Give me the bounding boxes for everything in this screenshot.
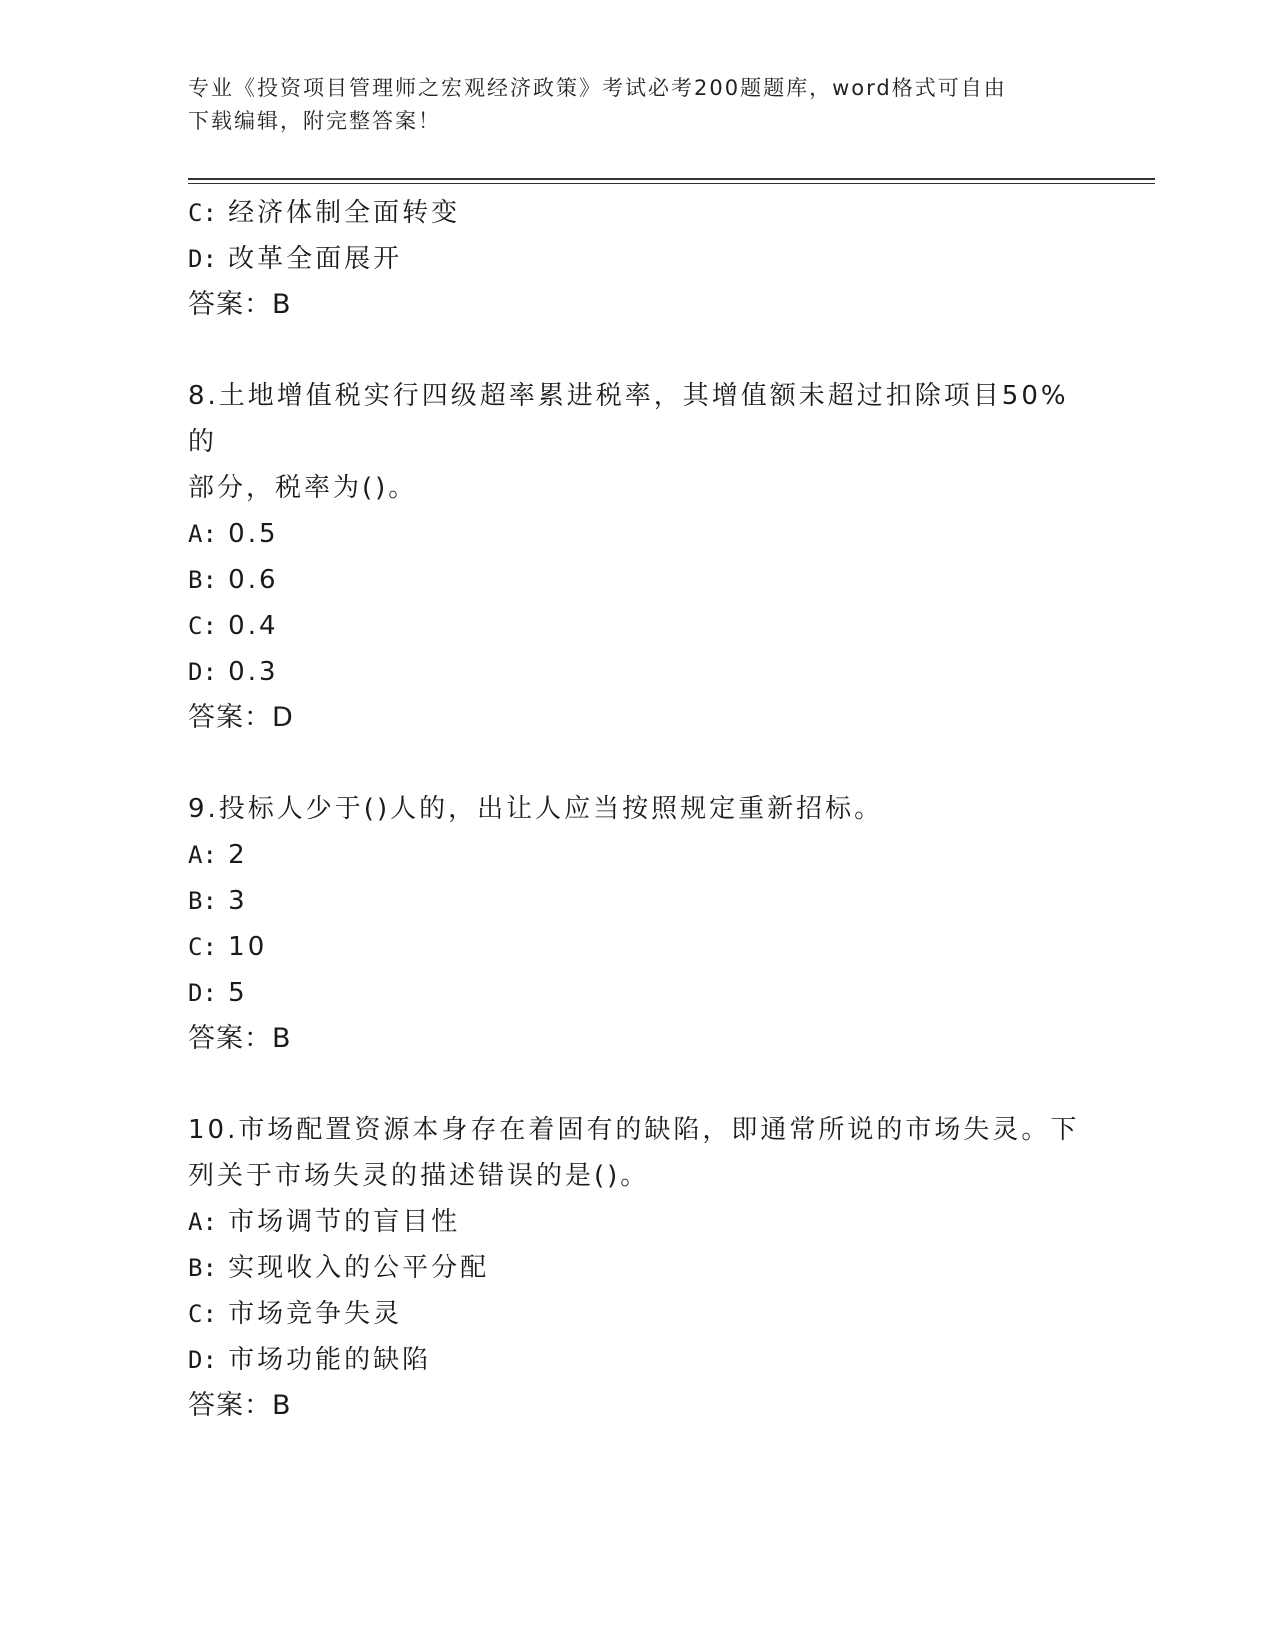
document-body — [188, 190, 1088, 1429]
option-a — [188, 511, 1088, 557]
question-title-line-2: 列关于市场失灵的描述错误的是()。 — [188, 1161, 650, 1191]
answer-line: 答案：B — [188, 289, 292, 320]
option-label: B: — [188, 566, 217, 594]
option-text: 0.4 — [228, 611, 279, 641]
option-label: A: — [188, 520, 217, 548]
answer-line: 答案：B — [188, 1023, 292, 1054]
option-c — [188, 1291, 1088, 1337]
option-label: C: — [188, 199, 217, 227]
question-title-line-1: 9.投标人少于()人的，出让人应当按照规定重新招标。 — [188, 794, 884, 824]
option-label: C: — [188, 1300, 217, 1328]
option-text: 0.3 — [228, 657, 279, 687]
spacer — [188, 1062, 1088, 1107]
option-text: 3 — [228, 886, 248, 916]
option-b — [188, 878, 1088, 924]
option-a — [188, 832, 1088, 878]
option-text: 经济体制全面转变 — [228, 198, 461, 228]
question-10 — [188, 1107, 1088, 1429]
option-c — [188, 190, 1088, 236]
option-text: 0.5 — [228, 519, 279, 549]
option-b — [188, 557, 1088, 603]
option-label: B: — [188, 1254, 217, 1282]
question-7-continuation — [188, 190, 1088, 328]
option-text: 10 — [228, 932, 268, 962]
header-line-2: 下载编辑，附完整答案！ — [188, 109, 441, 133]
document-header — [188, 72, 1088, 138]
option-label: C: — [188, 933, 217, 961]
option-label: A: — [188, 1208, 217, 1236]
header-divider-thin — [188, 183, 1155, 184]
option-d — [188, 236, 1088, 282]
option-label: D: — [188, 245, 217, 273]
option-b — [188, 1245, 1088, 1291]
question-9 — [188, 786, 1088, 1062]
question-title-line-2: 部分，税率为()。 — [188, 473, 418, 503]
option-text: 0.6 — [228, 565, 279, 595]
answer-line: 答案：B — [188, 1390, 292, 1421]
option-label: B: — [188, 887, 217, 915]
option-d — [188, 1337, 1088, 1383]
option-label: D: — [188, 979, 217, 1007]
header-divider-thick — [188, 178, 1155, 180]
option-text: 市场功能的缺陷 — [228, 1345, 432, 1375]
option-text: 实现收入的公平分配 — [228, 1253, 490, 1283]
spacer — [188, 741, 1088, 786]
question-title-line-1: 8.土地增值税实行四级超率累进税率，其增值额未超过扣除项目50%的 — [188, 381, 1069, 457]
option-label: D: — [188, 658, 217, 686]
option-c — [188, 924, 1088, 970]
option-a — [188, 1199, 1088, 1245]
option-label: D: — [188, 1346, 217, 1374]
question-8 — [188, 373, 1088, 741]
option-d — [188, 970, 1088, 1016]
answer-line: 答案：D — [188, 702, 294, 733]
spacer — [188, 328, 1088, 373]
option-label: C: — [188, 612, 217, 640]
option-text: 2 — [228, 840, 248, 870]
option-text: 市场调节的盲目性 — [228, 1207, 461, 1237]
option-text: 5 — [228, 978, 248, 1008]
option-text: 改革全面展开 — [228, 244, 403, 274]
option-c — [188, 603, 1088, 649]
option-label: A: — [188, 841, 217, 869]
option-d — [188, 649, 1088, 695]
question-title-line-1: 10.市场配置资源本身存在着固有的缺陷，即通常所说的市场失灵。下 — [188, 1115, 1080, 1145]
option-text: 市场竞争失灵 — [228, 1299, 403, 1329]
header-line-1: 专业《投资项目管理师之宏观经济政策》考试必考200题题库，word格式可自由 — [188, 76, 1007, 100]
